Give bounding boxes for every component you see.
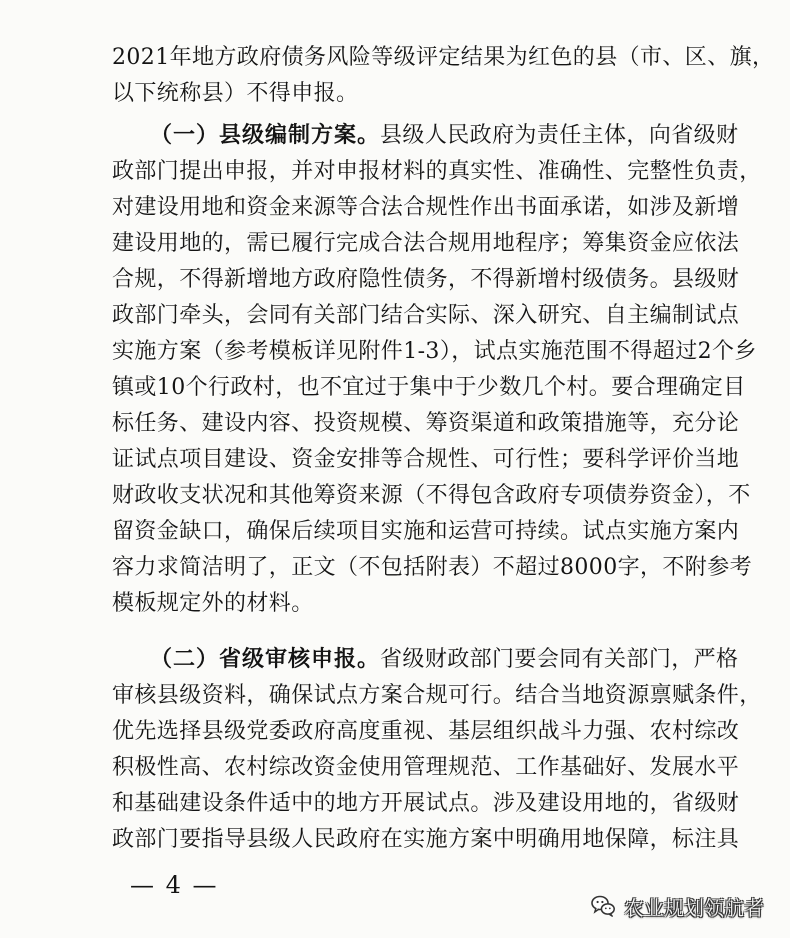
body-line: 实施方案（参考模板详见附件1-3），试点实施范围不得超过2个乡 (112, 339, 757, 364)
page-number: — 4 — (130, 871, 219, 899)
body-line: 留资金缺口，确保后续项目实施和运营可持续。试点实施方案内 (112, 519, 740, 544)
body-line: 积极性高、农村综改资金使用管理规范、工作基础好、发展水平 (112, 755, 740, 780)
body-line: 优先选择县级党委政府高度重视、基层组织战斗力强、农村综改 (112, 719, 740, 744)
body-line: 政部门牵头，会同有关部门结合实际、深入研究、自主编制试点 (112, 303, 740, 328)
body-line: 和基础建设条件适中的地方开展试点。涉及建设用地的，省级财 (112, 791, 740, 816)
body-line: 标任务、建设内容、投资规模、筹资渠道和政策措施等，充分论 (112, 411, 740, 436)
body-line: 证试点项目建设、资金安排等合规性、可行性；要科学评价当地 (112, 447, 740, 472)
section-lead-text: 县级人民政府为责任主体，向省级财 (380, 123, 739, 148)
body-line: 合规，不得新增地方政府隐性债务，不得新增村级债务。县级财 (112, 267, 740, 292)
body-line: 审核县级资料，确保试点方案合规可行。结合当地资源禀赋条件， (112, 683, 762, 708)
watermark-text: 农业规划领航者 (624, 895, 764, 920)
paragraph-line (150, 118, 739, 154)
section-heading-1: （一）县级编制方案。 (150, 123, 381, 148)
body-line: 财政收支状况和其他筹资来源（不得包含政府专项债券资金），不 (112, 483, 751, 508)
body-line: 2021年地方政府债务风险等级评定结果为红色的县（市、区、旗， (112, 45, 775, 70)
section-lead-text: 省级财政部门要会同有关部门，严格 (380, 647, 739, 672)
wechat-icon (589, 892, 617, 920)
watermark (589, 889, 764, 923)
body-line: 政部门提出申报，并对申报材料的真实性、准确性、完整性负责， (112, 159, 762, 184)
body-line: 模板规定外的材料。 (112, 591, 314, 616)
body-line: 以下统称县）不得申报。 (112, 81, 359, 106)
body-line: 政部门要指导县级人民政府在实施方案中明确用地保障，标注具 (112, 827, 740, 852)
body-line: 容力求简洁明了，正文（不包括附表）不超过8000字，不附参考 (112, 555, 752, 580)
section-heading-2: （二）省级审核申报。 (150, 647, 381, 672)
paragraph-line (150, 642, 739, 678)
body-line: 镇或10个行政村，也不宜过于集中于少数几个村。要合理确定目 (112, 375, 746, 400)
body-line: 建设用地的，需已履行完成合法合规用地程序；筹集资金应依法 (112, 231, 740, 256)
body-line: 对建设用地和资金来源等合法合规性作出书面承诺，如涉及新增 (112, 195, 740, 220)
